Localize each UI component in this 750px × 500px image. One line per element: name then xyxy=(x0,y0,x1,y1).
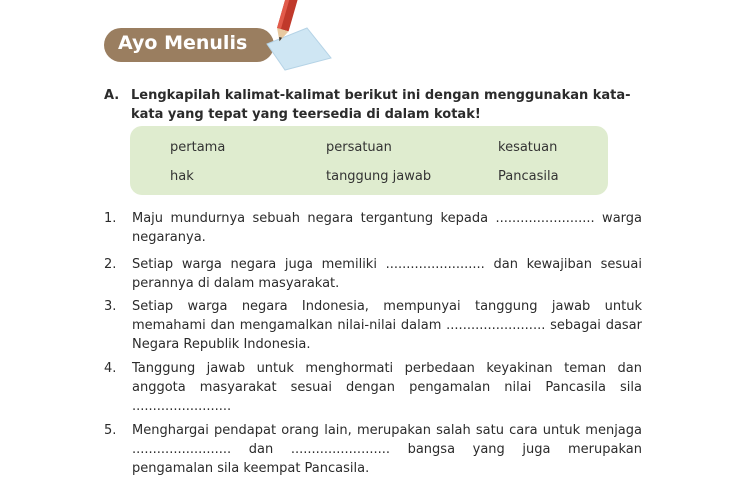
question-number: 1. xyxy=(104,211,117,226)
word-option: persatuan xyxy=(326,140,392,155)
question-text: Setiap warga negara Indonesia, mempunyai tanggung jawab untuk memahami dan mengamalkan nilai-nilai dalam ........................ sebagai dasar Negara Republik Indonesia. xyxy=(132,299,642,352)
question-number: 5. xyxy=(104,423,117,438)
word-option: pertama xyxy=(170,140,226,155)
word-option: hak xyxy=(170,169,194,184)
question-text: Setiap warga negara juga memiliki ........................ dan kewajiban sesuai perannya di dalam masyarakat. xyxy=(132,257,642,291)
word-option: tanggung jawab xyxy=(326,169,432,184)
question-text: Maju mundurnya sebuah negara tergantung kepada ........................ warga negaranya. xyxy=(132,211,642,245)
word-option: kesatuan xyxy=(498,140,558,155)
question-number: 3. xyxy=(104,299,117,314)
question-number: 2. xyxy=(104,257,117,272)
section-title: Ayo Menulis xyxy=(118,32,248,54)
instruction-letter: A. xyxy=(104,88,120,103)
question-text: Menghargai pendapat orang lain, merupakan salah satu cara untuk menjaga ........................ dan ........................ bangsa yang juga merupakan pengamalan sila keempat Pancasila. xyxy=(132,423,642,476)
word-box xyxy=(130,126,608,195)
word-option: Pancasila xyxy=(498,169,559,184)
question-number: 4. xyxy=(104,361,117,376)
pencil-paper-icon xyxy=(245,0,335,72)
question-text: Tanggung jawab untuk menghormati perbedaan keyakinan teman dan anggota masyarakat sesuai dengan pengamalan nilai Pancasila sila ........................ xyxy=(132,361,642,414)
instruction-text: Lengkapilah kalimat-kalimat berikut ini dengan menggunakan kata-kata yang tepat yang teersedia di dalam kotak! xyxy=(131,88,631,122)
